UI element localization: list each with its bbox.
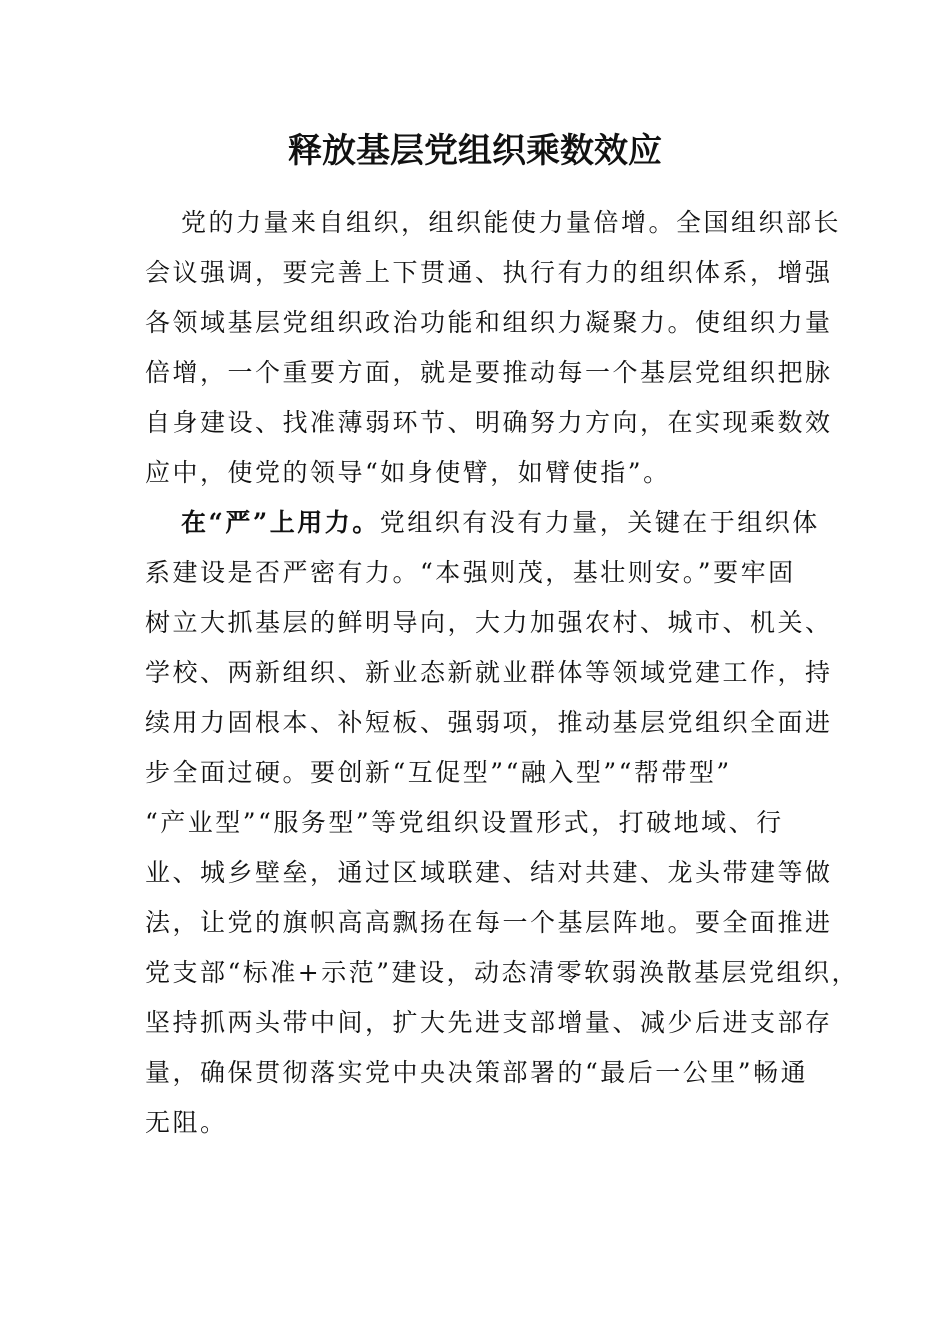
paragraph-1-line: 自身建设、找准薄弱环节、明确努力方向，在实现乘数效 (145, 408, 833, 437)
paragraph-2-line: 步全面过硬。要创新“互促型”“融入型”“帮带型” (145, 758, 732, 787)
paragraph-1-line: 倍增，一个重要方面，就是要推动每一个基层党组织把脉 (145, 358, 833, 387)
paragraph-2-first-line (145, 498, 835, 548)
paragraph-2-line: 树立大抓基层的鲜明导向，大力加强农村、城市、机关、 (145, 608, 833, 637)
paragraph-2-line: “产业型”“服务型”等党组织设置形式，打破地域、行 (145, 808, 784, 837)
paragraph-2-line: 坚持抓两头带中间，扩大先进支部增量、减少后进支部存 (145, 1008, 833, 1037)
paragraph-2-line: 法，让党的旗帜高高飘扬在每一个基层阵地。要全面推进 (145, 908, 833, 937)
paragraph-1-line: 应中，使党的领导“如身使臂，如臂使指”。 (145, 458, 671, 487)
paragraph-2-line: 量，确保贯彻落实党中央决策部署的“最后一公里”畅通 (145, 1058, 809, 1087)
paragraph-1-line: 会议强调，要完善上下贯通、执行有力的组织体系，增强 (145, 258, 833, 287)
paragraph-2-line: 学校、两新组织、新业态新就业群体等领域党建工作，持 (145, 658, 833, 687)
document-title: 释放基层党组织乘数效应 (288, 131, 662, 171)
paragraph-2-line: 无阻。 (145, 1108, 228, 1137)
paragraph-2-line: 业、城乡壁垒，通过区域联建、结对共建、龙头带建等做 (145, 858, 833, 887)
paragraph-2-line: 党支部“标准+示范”建设，动态清零软弱涣散基层党组织， (145, 958, 860, 987)
paragraph-1-line: 各领域基层党组织政治功能和组织力凝聚力。使组织力量 (145, 308, 833, 337)
paragraph-2-line: 续用力固根本、补短板、强弱项，推动基层党组织全面进 (145, 708, 833, 737)
paragraph-1 (145, 198, 842, 498)
paragraph-2-lead-heading: 在“严”上用力。 (181, 508, 380, 537)
paragraph-2-line: 系建设是否严密有力。“本强则茂，基壮则安。”要牢固 (145, 558, 796, 587)
paragraph-1-line: 党的力量来自组织，组织能使力量倍增。全国组织部长 (181, 208, 842, 237)
paragraph-2 (145, 498, 860, 1148)
paragraph-2-first-line-text: 党组织有没有力量，关键在于组织体 (379, 508, 820, 537)
